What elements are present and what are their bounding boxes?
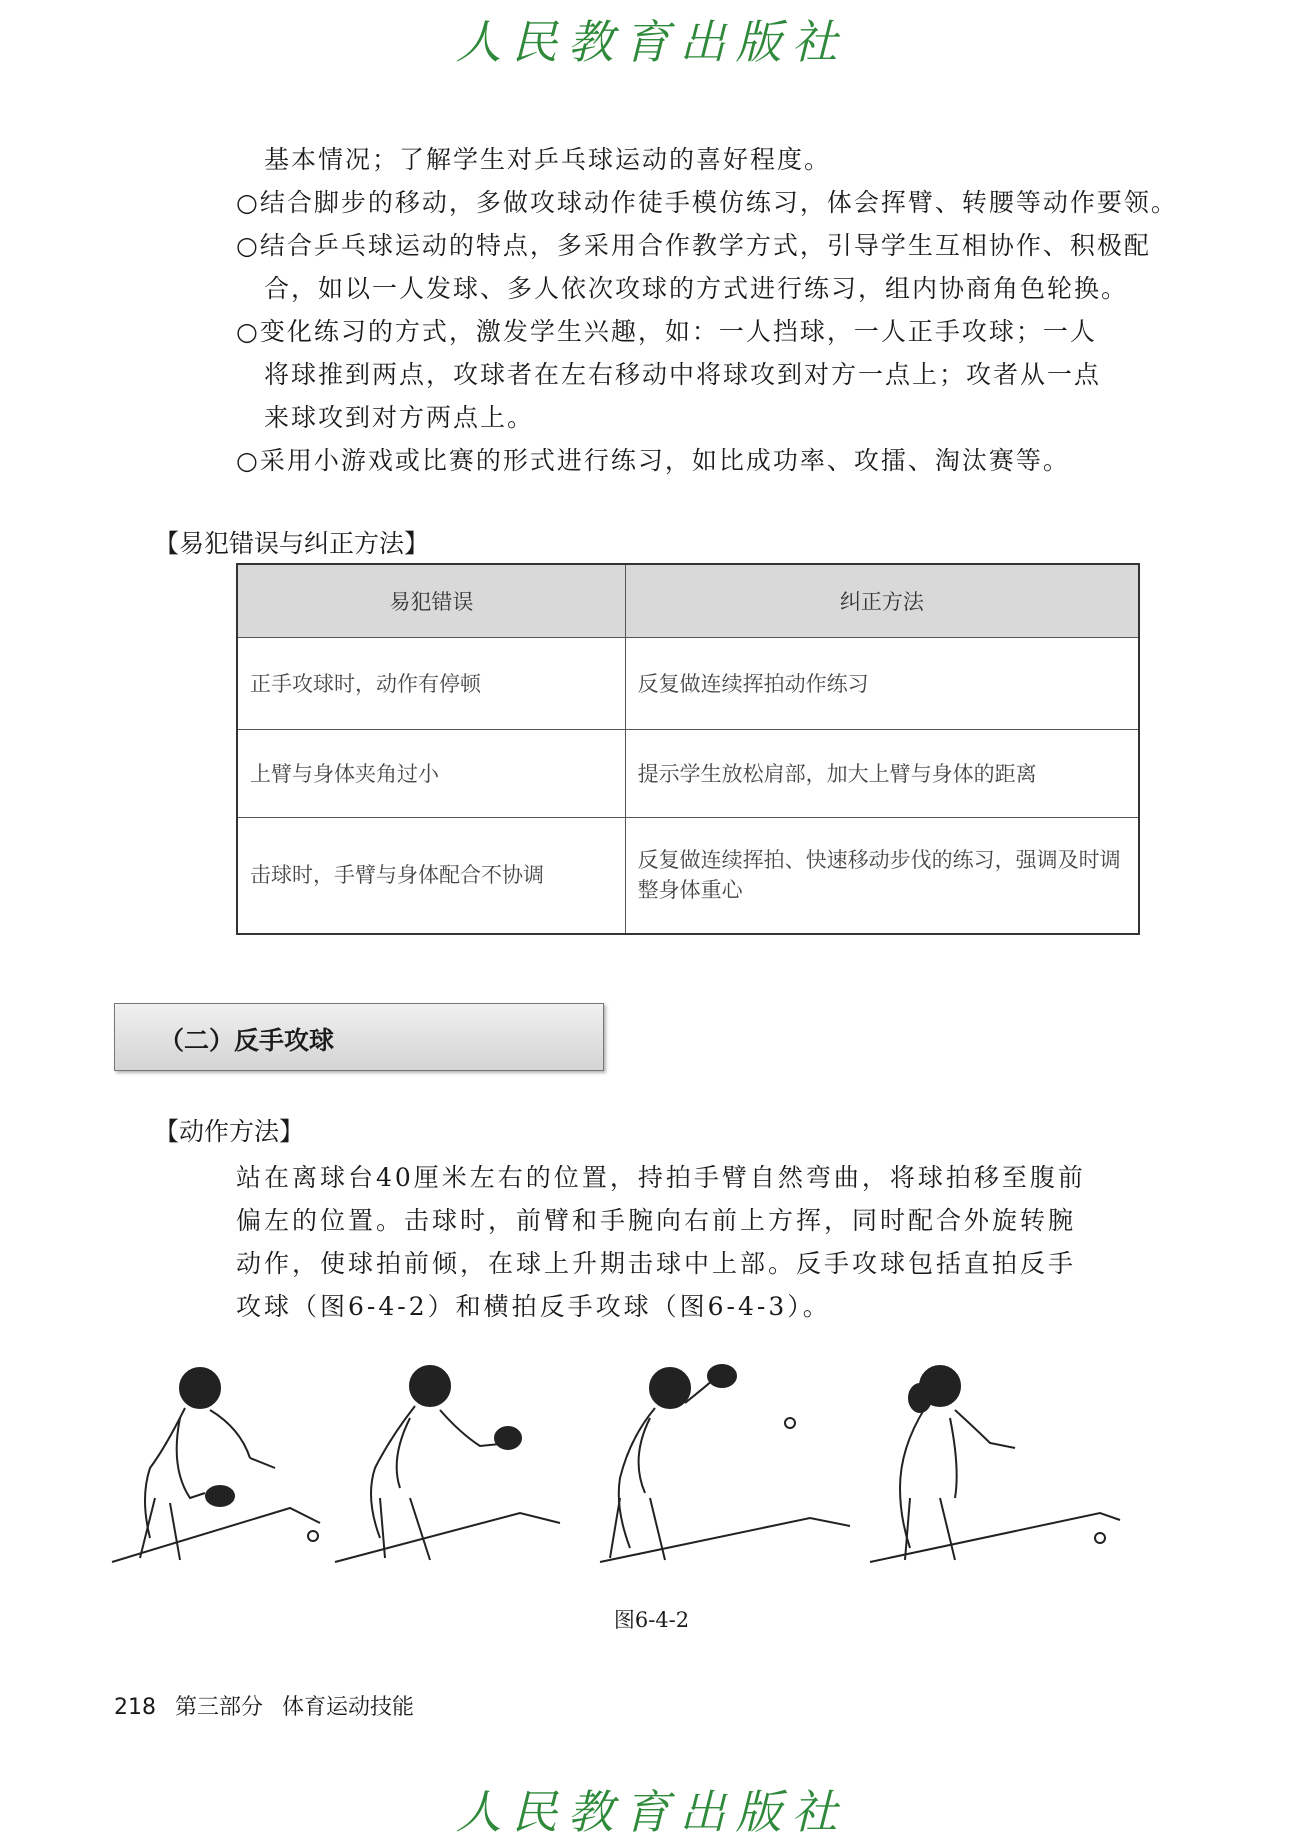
method-line: 站在离球台40厘米左右的位置，持拍手臂自然弯曲，将球拍移至腹前 bbox=[236, 1163, 1086, 1192]
table-row bbox=[237, 818, 1139, 934]
errors-section-label: 【易犯错误与纠正方法】 bbox=[154, 529, 430, 558]
method-line: 攻球（图6-4-2）和横拍反手攻球（图6-4-3）。 bbox=[236, 1292, 831, 1321]
teaching-line: 合，如以一人发球、多人依次攻球的方式进行练习，组内协商角色轮换。 bbox=[264, 274, 1129, 303]
subsection-header bbox=[114, 1003, 604, 1071]
subsection-title: （二）反手攻球 bbox=[159, 1026, 335, 1055]
table-header-row bbox=[237, 564, 1139, 638]
teaching-line: ○结合乒乓球运动的特点，多采用合作教学方式，引导学生互相协作、积极配 bbox=[236, 231, 1151, 260]
table-row bbox=[237, 638, 1139, 730]
method-line: 动作，使球拍前倾，在球上升期击球中上部。反手攻球包括直拍反手 bbox=[236, 1249, 1077, 1278]
player-figure bbox=[600, 1365, 850, 1562]
player-figure bbox=[335, 1366, 560, 1562]
publisher-footer: 人民教育出版社 bbox=[455, 1785, 848, 1839]
correction-cell: 反复做连续挥拍动作练习 bbox=[625, 638, 1139, 730]
teaching-line: ○变化练习的方式，激发学生兴趣，如：一人挡球，一人正手攻球；一人 bbox=[236, 317, 1097, 346]
teaching-line: 将球推到两点，攻球者在左右移动中将球攻到对方一点上；攻者从一点 bbox=[264, 360, 1102, 389]
figure-caption: 图6-4-2 bbox=[613, 1608, 690, 1632]
table-row bbox=[237, 730, 1139, 818]
teaching-line: 来球攻到对方两点上。 bbox=[264, 403, 535, 432]
backhand-stroke-illustration bbox=[110, 1348, 1140, 1576]
footer-chapter: 体育运动技能 bbox=[282, 1695, 415, 1720]
teaching-line: ○结合脚步的移动，多做攻球动作徒手模仿练习，体会挥臂、转腰等动作要领。 bbox=[236, 188, 1178, 217]
correction-cell: 提示学生放松肩部，加大上臂与身体的距离 bbox=[625, 730, 1139, 818]
footer-part: 第三部分 bbox=[175, 1695, 264, 1720]
method-section-label: 【动作方法】 bbox=[154, 1117, 305, 1146]
page-footer bbox=[114, 1690, 426, 1721]
error-cell: 正手攻球时，动作有停顿 bbox=[237, 638, 625, 730]
page-number: 218 bbox=[114, 1695, 156, 1720]
teaching-line: ○采用小游戏或比赛的形式进行练习，如比成功率、攻擂、淘汰赛等。 bbox=[236, 446, 1070, 475]
method-line: 偏左的位置。击球时，前臂和手腕向右前上方挥，同时配合外旋转腕 bbox=[236, 1206, 1077, 1235]
player-figure bbox=[870, 1366, 1120, 1562]
column-header-correction: 纠正方法 bbox=[625, 564, 1139, 638]
errors-table bbox=[236, 563, 1140, 935]
column-header-error: 易犯错误 bbox=[237, 564, 625, 638]
player-figure bbox=[112, 1368, 320, 1562]
error-cell: 击球时，手臂与身体配合不协调 bbox=[237, 818, 625, 934]
correction-cell: 反复做连续挥拍、快速移动步伐的练习，强调及时调整身体重心 bbox=[625, 818, 1139, 934]
teaching-line: 基本情况；了解学生对乒乓球运动的喜好程度。 bbox=[264, 145, 832, 174]
publisher-header: 人民教育出版社 bbox=[455, 15, 848, 69]
error-cell: 上臂与身体夹角过小 bbox=[237, 730, 625, 818]
